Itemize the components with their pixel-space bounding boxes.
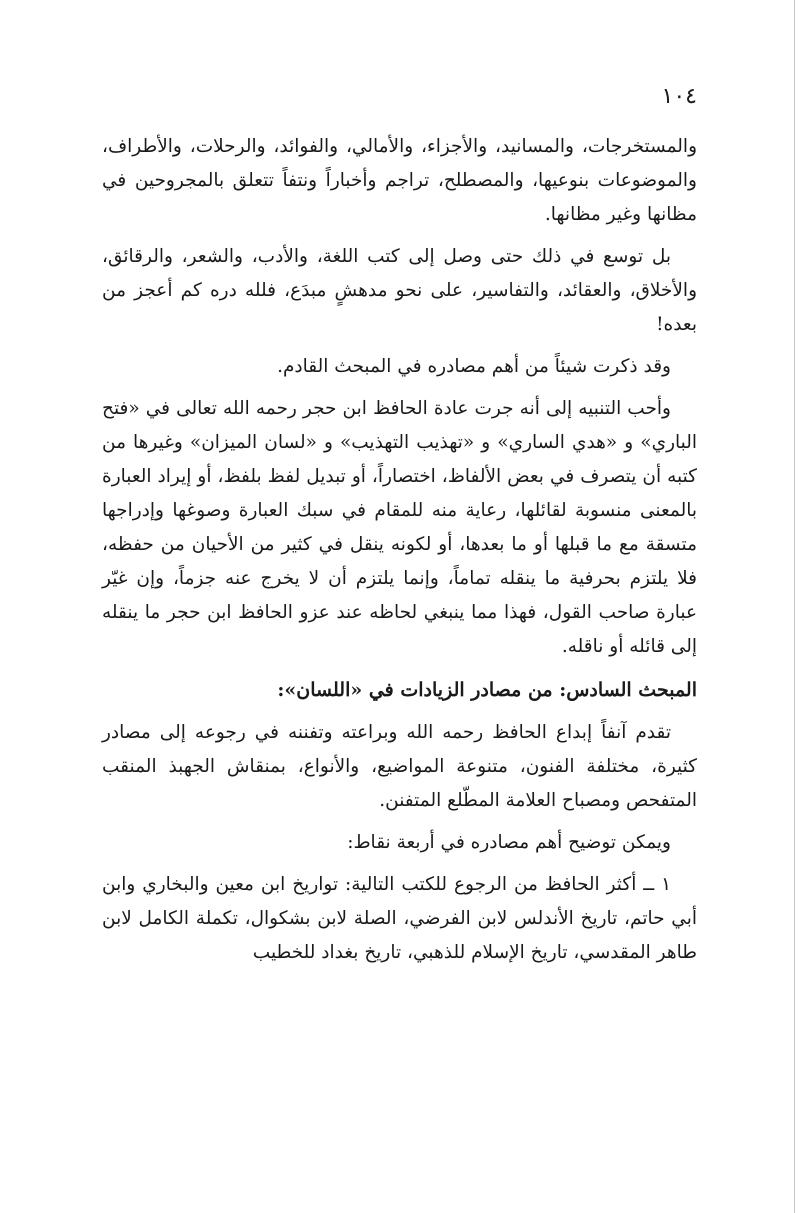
paragraph-expansion: بل توسع في ذلك حتى وصل إلى كتب اللغة، والأدب، والشعر، والرقائق، والأخلاق، والعقائد، والتفاسير، على نحو مدهشٍ مبدَع، فلله دره كم أعجز من بعده! xyxy=(102,246,697,335)
paragraph-creativity: تقدم آنفاً إبداع الحافظ رحمه الله وبراعته وتفننه في رجوعه إلى مصادر كثيرة، مختلفة الفنون، متنوعة المواضيع، والأنواع، بمنقاش الجهبذ المنقب المتفحص ومصباح العلامة المطّلع المتفنن. xyxy=(102,722,697,811)
page-edge-line xyxy=(794,0,795,1213)
paragraph-point-one: ١ ــ أكثر الحافظ من الرجوع للكتب التالية: تواريخ ابن معين والبخاري وابن أبي حاتم، تاريخ الأندلس لابن الفرضي، الصلة لابن بشكوال، تكملة الكامل لابن طاهر المقدسي، تاريخ الإسلام للذهبي، تاريخ بغداد للخطيب xyxy=(102,874,697,963)
section-heading: المبحث السادس: من مصادر الزيادات في «اللسان»: xyxy=(277,679,697,701)
paragraph-four-points: ويمكن توضيح أهم مصادره في أربعة نقاط: xyxy=(347,832,671,853)
paragraph-ibn-hajar-habit: وأحب التنبيه إلى أنه جرت عادة الحافظ ابن حجر رحمه الله تعالى في «فتح الباري» و «هدي الساري» و «تهذيب التهذيب» و «لسان الميزان» وغيرها من كتبه أن يتصرف في بعض الألفاظ، اختصاراً، أو تبديل لفظ بلفظ، أو إيراد العبارة بالمعنى منسوبة لقائلها، رعاية منه للمقام في سبك العبارة وصوغها وإدراجها متسقة مع ما قبلها أو ما بعدها، أو لكونه ينقل في كثير من الأحيان من حفظه، فلا يلتزم بحرفية ما ينقله تماماً، وإنما يلتزم أن لا يخرج عنه جزماً، وإن غيّر عبارة صاحب القول، فهذا مما ينبغي لحاظه عند عزو الحافظ ابن حجر ما ينقله إلى قائله أو ناقله. xyxy=(102,398,697,657)
page-number: ١٠٤ xyxy=(661,84,697,109)
paragraph-next-section-note: وقد ذكرت شيئاً من أهم مصادره في المبحث القادم. xyxy=(277,356,671,377)
page-content xyxy=(102,130,697,978)
paragraph-sources-list: والمستخرجات، والمسانيد، والأجزاء، والأمالي، والفوائد، والرحلات، والأطراف، والموضوعات بنوعيها، والمصطلح، تراجم وأخباراً ونتفاً تتعلق بالمجروحين في مظانها وغير مظانها. xyxy=(102,136,697,225)
